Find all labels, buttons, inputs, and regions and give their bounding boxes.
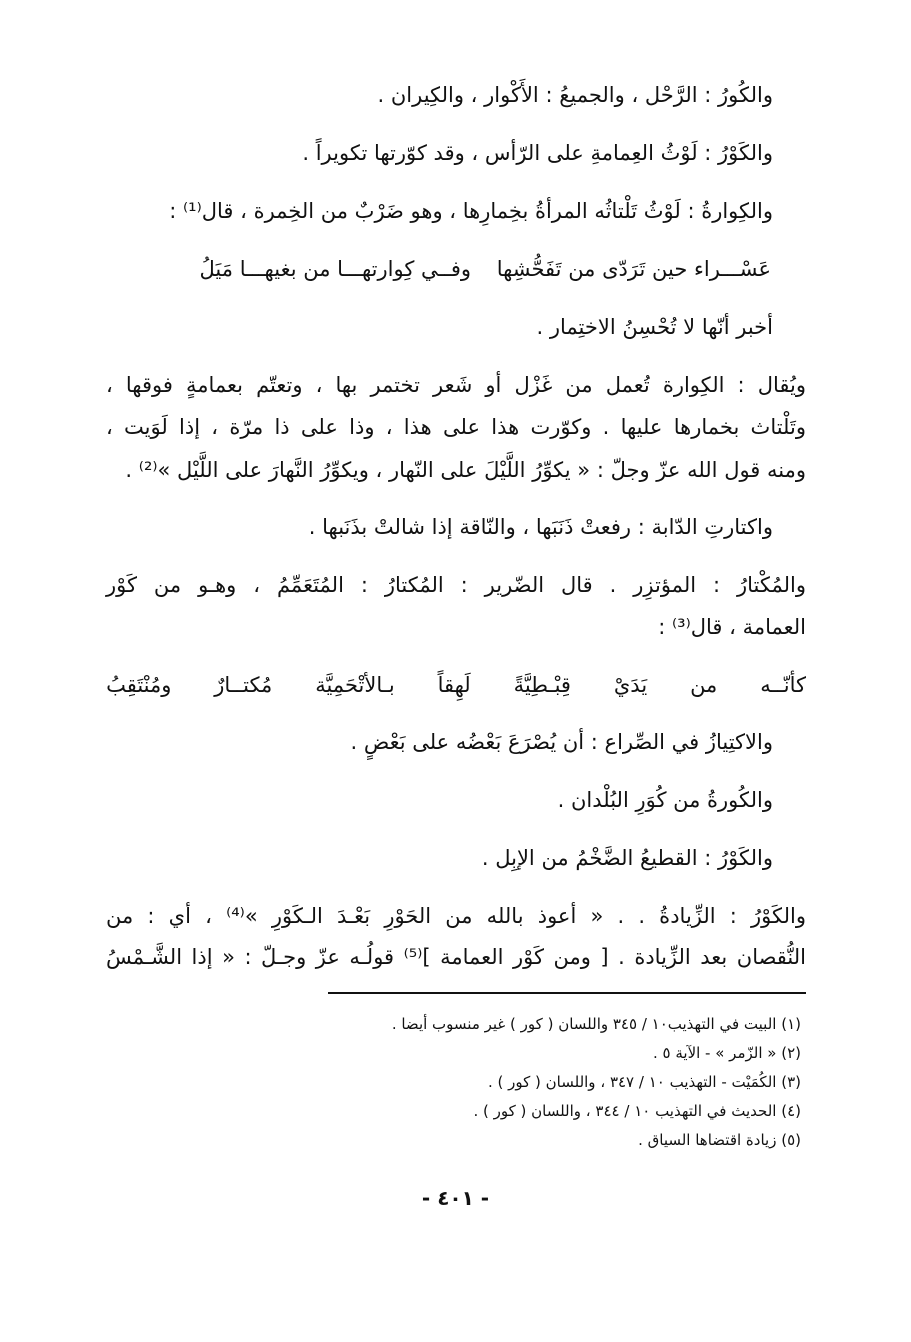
text-line: أخبر أنّها لا تُحْسِنُ الاختِمار . (536, 315, 773, 339)
text-line: وتَلْتاث بخمارها عليها . وكوّرت هذا على هذا ، وذا على ذا مرّة ، إذا لَوَيت ، (106, 415, 806, 439)
text-line: والكَوْرُ : الزِّيادةُ . . « أعوذ بالله من الحَوْرِ بَعْـدَ الـكَوْرِ »⁽⁴⁾ ، أي : من (106, 904, 806, 928)
verse-word: لَهِقاً (437, 673, 471, 697)
verse-word: من (690, 673, 718, 697)
text-line: ومنه قول الله عزّ وجلّ : « يكوِّرُ اللَّيْلَ على النّهار ، ويكوِّرُ النَّهارَ على اللَّيْل »⁽²⁾ . (125, 458, 806, 482)
text-line: ويُقال : الكِوارة تُعمل من غَزْل أو شَعر تختمر بها ، وتعتّم بعمامةٍ فوقها ، (106, 373, 806, 397)
footnote: (٣) الكُمَيْت - التهذيب ١٠ / ٣٤٧ ، واللسان ( كور ) . (487, 1073, 801, 1091)
text-line: العمامة ، قال⁽³⁾ : (658, 615, 806, 639)
text-line: والكِوارةُ : لَوْثُ تَلْتاثُه المرأةُ بخِمارِها ، وهو ضَرْبٌ من الخِمرة ، قال⁽¹⁾ : (169, 199, 773, 223)
text-line: والكُورُ : الرَّحْل ، والجميعُ : الأَكْوار ، والكِيران . (377, 83, 773, 107)
verse-word: مُكتــارٌ (214, 673, 273, 697)
verse-line (106, 670, 806, 700)
verse-word: ومُنْتَقِبُ (106, 673, 172, 697)
footnote-divider (328, 992, 806, 994)
text-line: والكَوْرُ : لَوْثُ العِمامةِ على الرّأس ، وقد كوّرتها تكويراً . (302, 141, 773, 165)
verse-word: كأنّــه (760, 673, 806, 697)
text-line: واكتارتِ الدّابة : رفعتْ ذَنَبَها ، والنّاقة إذا شالتْ بذَنَبها . (308, 515, 773, 539)
verse-hemistich-2: وفــي كِوارتهـــا من بغيهـــا مَيَلُ (199, 257, 471, 281)
footnote: (١) البيت في التهذيب١٠ / ٣٤٥ واللسان ( كور ) غير منسوب أيضا . (391, 1015, 801, 1033)
footnote: (٢) « الزّمر » - الآية ٥ . (652, 1044, 801, 1062)
verse-word: قِبْـطِيَّةً (513, 673, 571, 697)
text-line: والمُكْتارُ : المؤتزِر . قال الضّرير : المُكتارُ : المُتَعَمِّمُ ، وهـو من كَوْر (106, 573, 806, 597)
verse-hemistich-1: عَسْـــراء حين تَرَدّى من تَفَحُّشِها (496, 257, 771, 281)
footnote: (٥) زيادة اقتضاها السياق . (638, 1131, 801, 1149)
verse-word: بـالأتْحَمِيَّة (315, 673, 395, 697)
text-line: والاكتِيازُ في الصِّراع : أن يُصْرَعَ بَعْضُه على بَعْضٍ . (350, 730, 773, 754)
text-line: والكُورةُ من كُوَرِ البُلْدان . (557, 788, 773, 812)
text-line: النُّقصان بعد الزِّيادة . [ ومن كَوْر العمامة ]⁽⁵⁾ قولُـه عزّ وجـلّ : « إذا الشَّـمْسُ (106, 945, 806, 969)
text-line: والكَوْرُ : القطيعُ الضَّخْمُ من الإبِل . (481, 846, 773, 870)
footnote: (٤) الحديث في التهذيب ١٠ / ٣٤٤ ، واللسان ( كور ) . (473, 1102, 801, 1120)
page-number: - ٤٠١ - (421, 1186, 490, 1210)
verse-word: يَدَيْ (613, 673, 648, 697)
